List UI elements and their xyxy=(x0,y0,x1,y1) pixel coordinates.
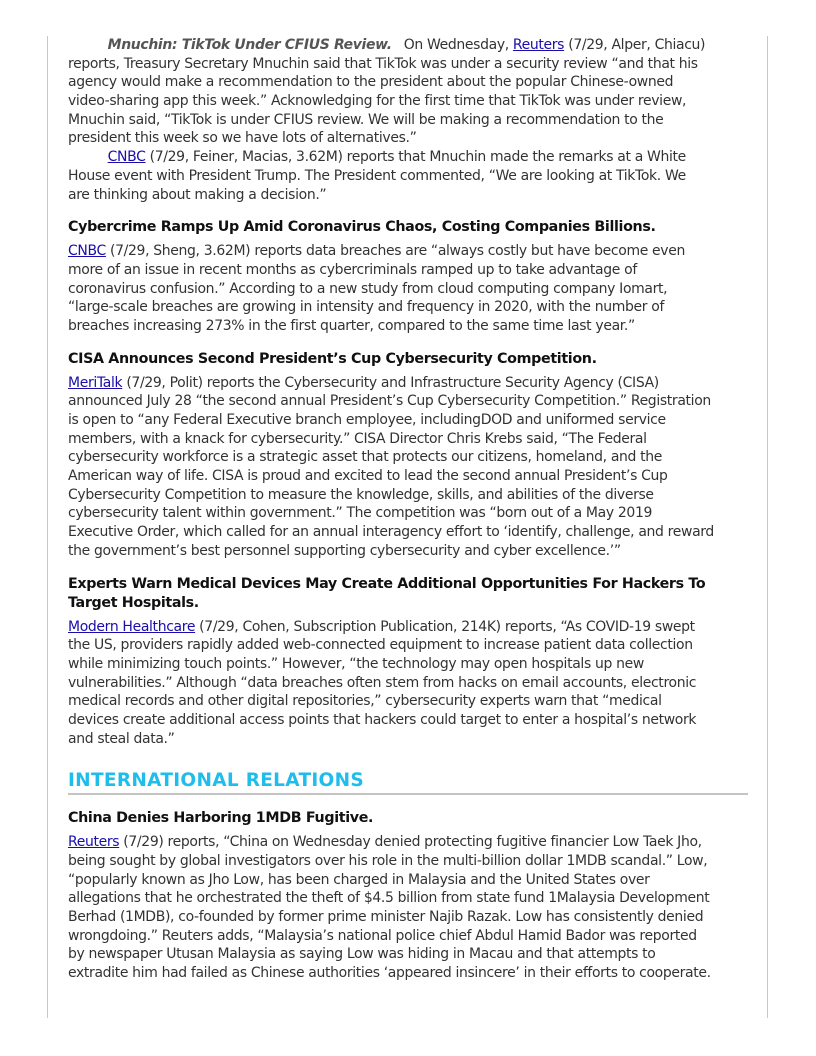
body-line: House event with President Trump. The President commented, “We are looking at TikTok. We xyxy=(68,167,686,184)
body-line: Executive Order, which called for an annual interagency effort to ‘identify, challenge, and reward xyxy=(68,524,714,541)
body-line: the government’s best personnel supporting cybersecurity and cyber excellence.’” xyxy=(68,542,621,559)
source-link-meritalk[interactable]: MeriTalk xyxy=(68,374,123,391)
body-line: “popularly known as Jho Low, has been charged in Malaysia and the United States over xyxy=(68,871,650,888)
body-line: and steal data.” xyxy=(68,730,175,747)
story-first-line xyxy=(68,36,752,55)
body-text: (7/29, Sheng, 3.62M) reports data breaches are “always costly but have become even xyxy=(105,243,685,260)
story-headline-cont: Target Hospitals. xyxy=(68,594,199,611)
body-text: (7/29, Feiner, Macias, 3.62M) reports that Mnuchin made the remarks at a White xyxy=(145,149,686,166)
body-line: by newspaper Utusan Malaysia as saying Low was hiding in Macau and that attempts to xyxy=(68,946,656,963)
story-cybercrime xyxy=(68,218,758,335)
body-line: American way of life. CISA is proud and excited to lead the second annual President’s Cup xyxy=(68,468,668,485)
source-link-cnbc[interactable]: CNBC xyxy=(107,149,146,166)
body-line: is open to “any Federal Executive branch employee, includingDOD and uniformed service xyxy=(68,412,666,428)
story-paragraph-line xyxy=(68,618,752,637)
body-line: the US, providers rapidly added web-connected equipment to increase patient data collection xyxy=(68,637,693,654)
story-headline: CISA Announces Second President’s Cup Cybersecurity Competition. xyxy=(68,350,597,367)
body-line: while minimizing touch points.” However, “the technology may open hospitals up new xyxy=(68,655,644,672)
body-line: devices create additional access points that hackers could target to enter a hospital’s network xyxy=(68,711,697,728)
body-line: agency would make a recommendation to the president about the popular Chinese-owned xyxy=(68,74,674,91)
source-link-cnbc[interactable]: CNBC xyxy=(68,243,106,260)
story-paragraph-line xyxy=(68,374,752,393)
body-line: video-sharing app this week.” Acknowledging for the first time that TikTok was under review, xyxy=(68,93,687,110)
story-title: Mnuchin: TikTok Under CFIUS Review. xyxy=(107,37,392,53)
story-medical-devices xyxy=(68,575,758,749)
newsletter-content xyxy=(68,36,758,983)
body-line: cybersecurity workforce is a strategic asset that protects our citizens, homeland, and the xyxy=(68,449,663,466)
source-link-modern-healthcare[interactable]: Modern Healthcare xyxy=(68,618,196,635)
body-line: breaches increasing 273% in the first quarter, compared to the same time last year.” xyxy=(68,317,635,334)
story-mnuchin-tiktok xyxy=(68,36,758,204)
body-line: Cybersecurity Competition to measure the knowledge, skills, and abilities of the diverse xyxy=(68,486,654,503)
body-line: allegations that he orchestrated the theft of $4.5 billion from state fund 1Malaysia Development xyxy=(68,890,710,907)
section-heading-international-relations: INTERNATIONAL RELATIONS xyxy=(68,769,748,795)
story-china-1mdb xyxy=(68,809,758,983)
body-text: On Wednesday, xyxy=(399,37,513,53)
story-paragraph-line xyxy=(68,242,752,261)
body-text: (7/29, Polit) reports the Cybersecurity and Infrastructure Security Agency (CISA) xyxy=(122,374,659,391)
body-text: (7/29, Alper, Chiacu) xyxy=(564,37,706,53)
body-line: vulnerabilities.” Although “data breaches often stem from hacks on email accounts, electronic xyxy=(68,674,697,691)
body-line: more of an issue in recent months as cybercriminals ramped up to take advantage of xyxy=(68,261,637,278)
body-line: being sought by global investigators over his role in the multi-billion dollar 1MDB scandal.” Low, xyxy=(68,853,708,869)
story-headline: Cybercrime Ramps Up Amid Coronavirus Chaos, Costing Companies Billions. xyxy=(68,219,656,236)
body-line: extradite him had failed as Chinese authorities ‘appeared insincere’ in their efforts to cooperate. xyxy=(68,965,711,982)
body-line: cybersecurity talent within government.” The competition was “born out of a May 2019 xyxy=(68,505,653,522)
story-headline: Experts Warn Medical Devices May Create Additional Opportunities For Hackers To xyxy=(68,575,706,592)
body-line: reports, Treasury Secretary Mnuchin said that TikTok was under a security review “and that his xyxy=(68,55,698,72)
body-line: president this week so we have lots of alternatives.” xyxy=(68,130,417,147)
source-link-reuters[interactable]: Reuters xyxy=(512,37,565,53)
body-line: Berhad (1MDB), co-founded by former prime minister Najib Razak. Low has consistently denied xyxy=(68,909,704,926)
source-link-reuters[interactable]: Reuters xyxy=(68,834,120,851)
body-line: Mnuchin said, “TikTok is under CFIUS review. We will be making a recommendation to the xyxy=(68,111,664,128)
story-paragraph-line xyxy=(68,148,752,167)
story-paragraph-line xyxy=(68,833,752,852)
body-line: announced July 28 “the second annual President’s Cup Cybersecurity Competition.” Registration xyxy=(68,393,711,410)
story-cisa-presidents-cup xyxy=(68,350,758,561)
body-line: members, with a knack for cybersecurity.” CISA Director Chris Krebs said, “The Federal xyxy=(68,430,647,447)
body-line: coronavirus confusion.” According to a new study from cloud computing company Iomart, xyxy=(68,280,668,297)
story-headline: China Denies Harboring 1MDB Fugitive. xyxy=(68,810,374,827)
body-line: wrongdoing.” Reuters adds, “Malaysia’s national police chief Abdul Hamid Bador was reported xyxy=(68,927,697,944)
body-line: “large-scale breaches are growing in intensity and frequency in 2020, with the number of xyxy=(68,299,665,316)
body-text: (7/29) reports, “China on Wednesday denied protecting fugitive financier Low Taek Jho, xyxy=(119,834,702,851)
body-line: medical records and other digital repositories,” cybersecurity experts warn that “medical xyxy=(68,693,662,710)
body-text: (7/29, Cohen, Subscription Publication, 214K) reports, “As COVID-19 swept xyxy=(195,618,695,635)
body-line: are thinking about making a decision.” xyxy=(68,186,327,203)
